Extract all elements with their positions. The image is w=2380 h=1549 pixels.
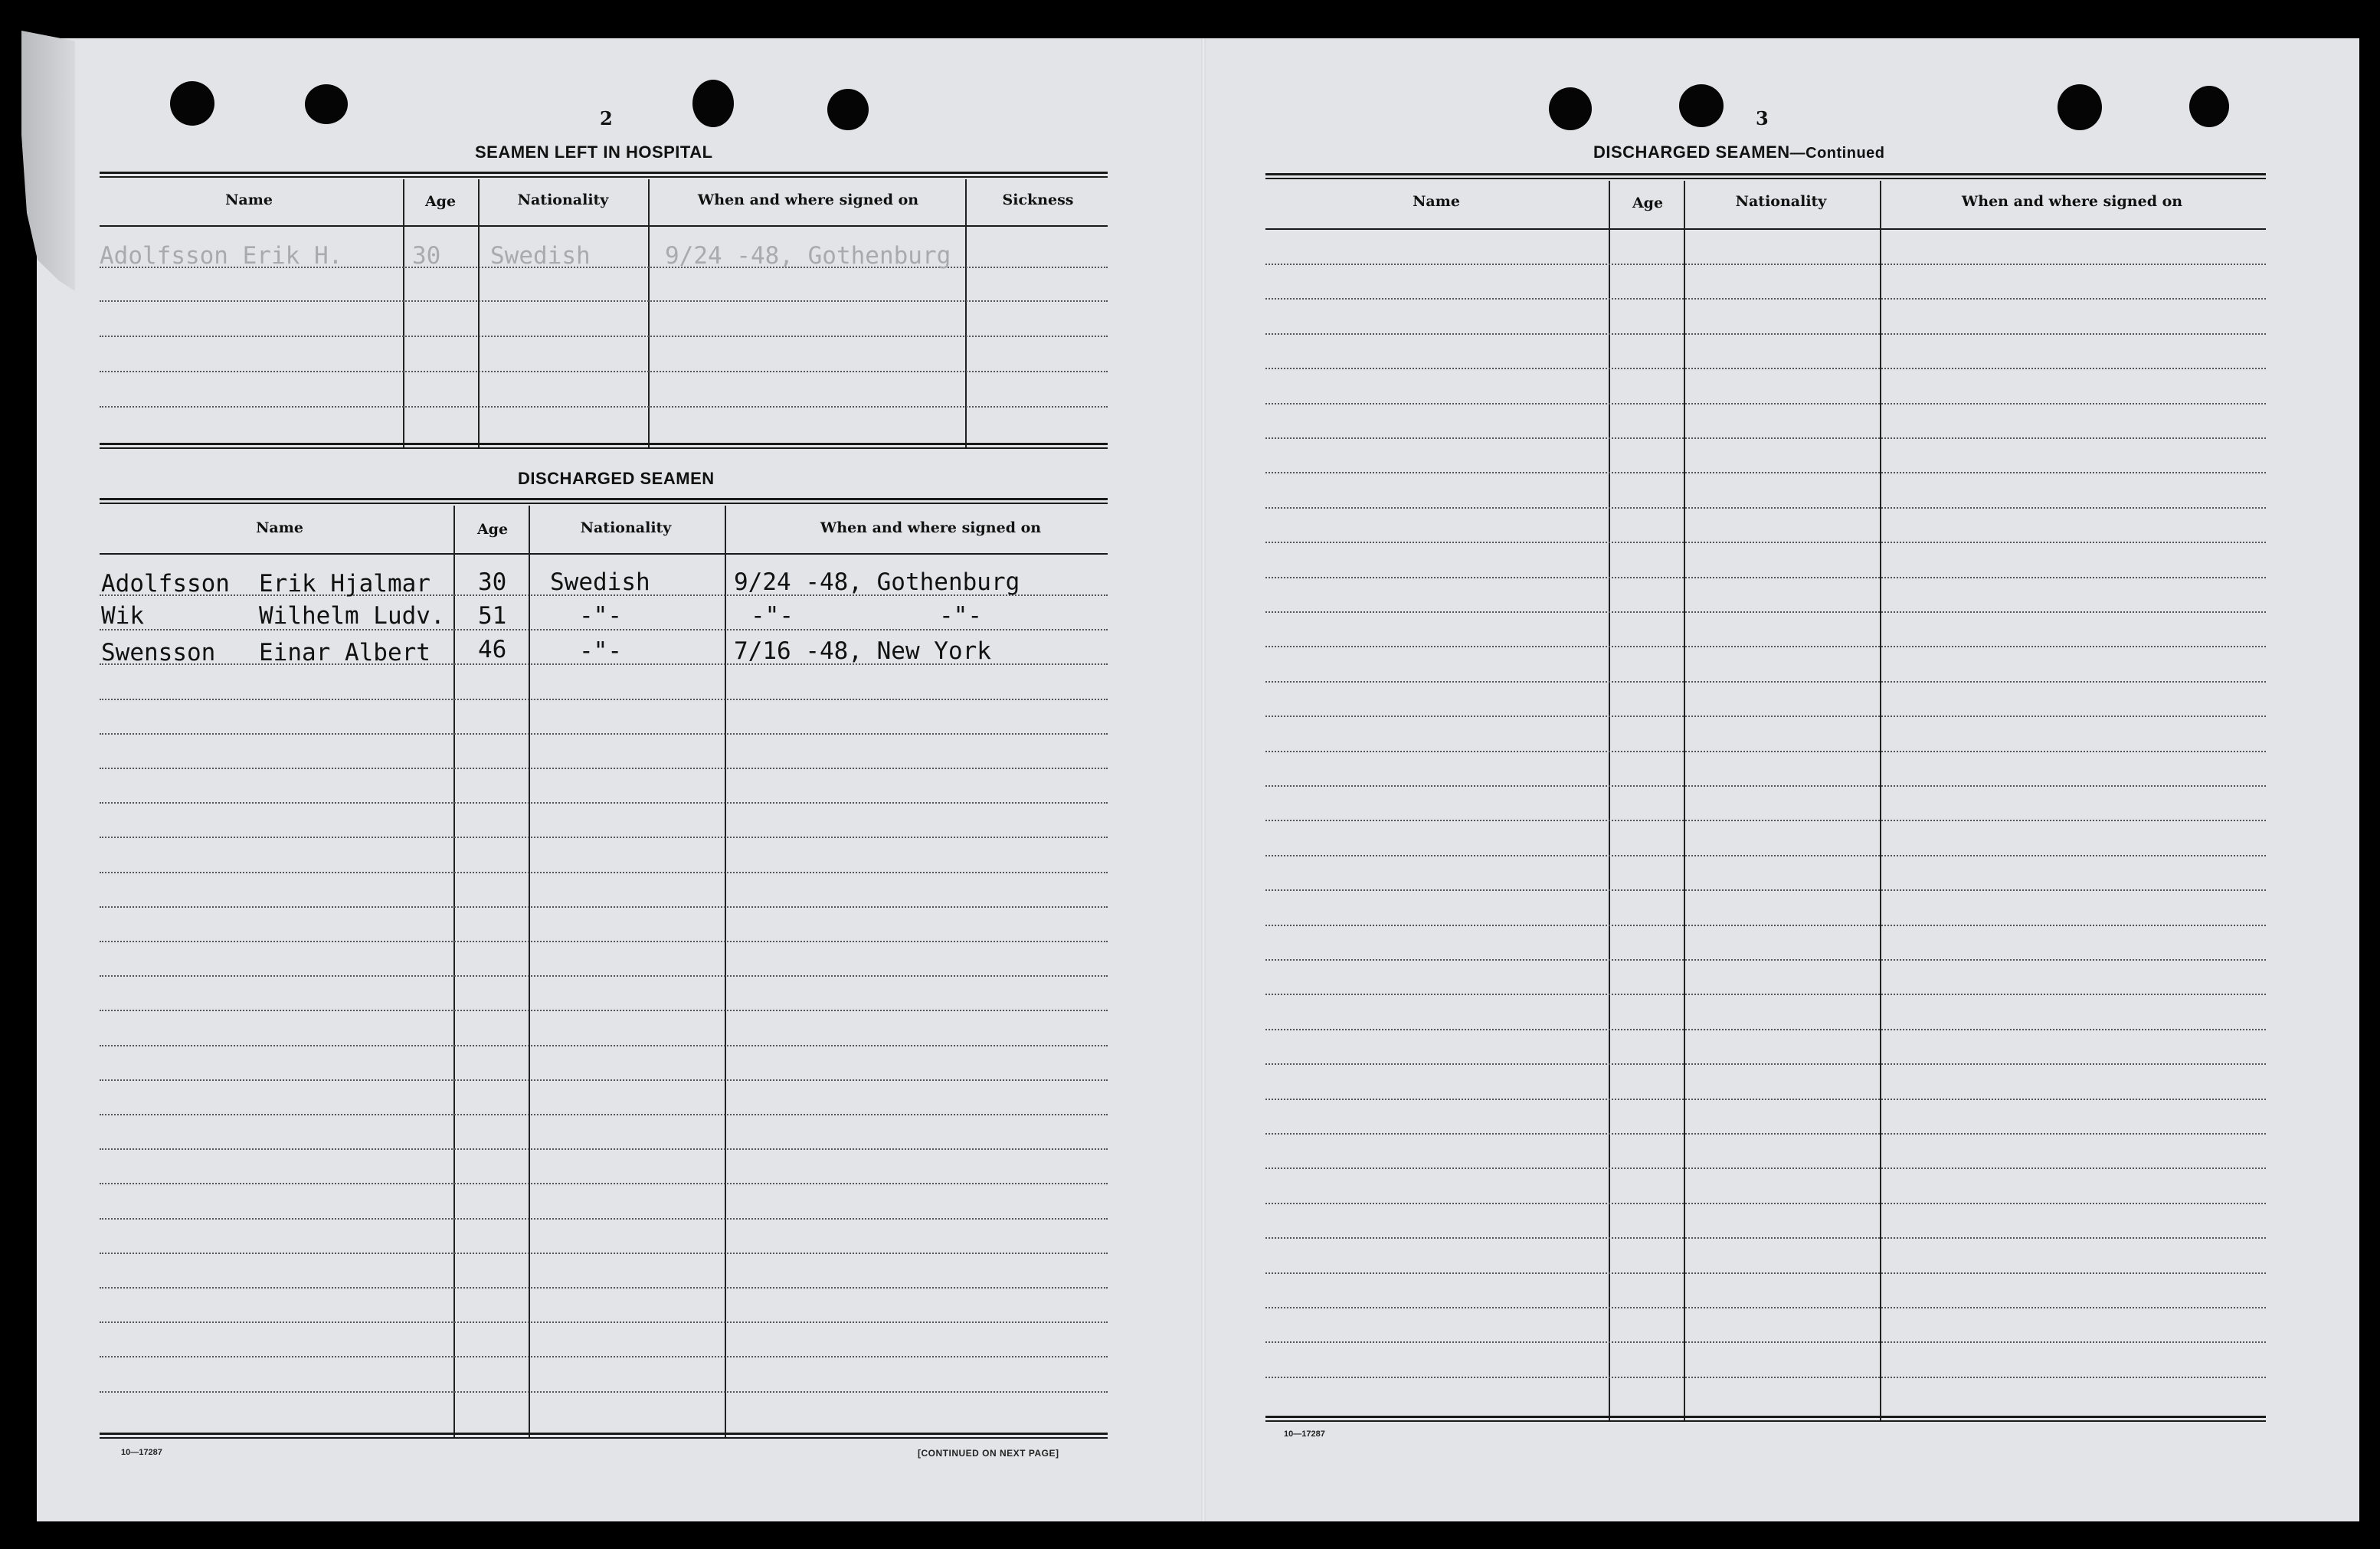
discharged-header-signed-on: When and where signed on [820,519,1042,536]
ruled-row-line [1265,820,2266,821]
document-paper [37,38,2359,1521]
ruled-row-line [1265,1133,2266,1135]
ruled-row-line [100,1287,1108,1289]
ruled-row-line [1265,507,2266,509]
ruled-row-line [100,872,1108,873]
ruled-row-line [100,699,1108,700]
discharged-bottom-rule [100,1433,1108,1439]
ruled-row-line [1265,264,2266,265]
right-header-signed-on: When and where signed on [1961,193,2183,210]
discharged-section-title: DISCHARGED SEAMEN [518,469,715,488]
ruled-row-line [100,1010,1108,1011]
ruled-row-line [1265,646,2266,647]
punch-hole [692,80,734,127]
ruled-row-line [1265,681,2266,683]
torn-corner [21,31,75,291]
punch-hole [827,89,869,130]
hospital-bottom-rule [100,443,1108,449]
discharged-row-1-signed-on: 9/24 -48, Gothenburg [734,568,1020,596]
ruled-row-line [1265,298,2266,300]
hospital-entry-age: 30 [412,242,441,270]
ruled-row-line [1265,1341,2266,1343]
ruled-row-line [1265,333,2266,335]
ruled-row-line [100,941,1108,942]
ruled-row-line [100,1391,1108,1393]
discharged-row-3-surname: Swensson [101,639,216,666]
ruled-row-line [100,1148,1108,1150]
ruled-row-line [1265,1167,2266,1169]
hospital-row-line [100,371,1108,372]
hospital-entry-nationality: Swedish [490,242,591,270]
ruled-row-line [100,1218,1108,1220]
right-col-divider [1880,181,1881,1422]
continued-note: [CONTINUED ON NEXT PAGE] [918,1448,1059,1459]
discharged-header-name: Name [256,519,303,536]
discharged-col-divider [725,506,726,1439]
discharged-col-divider [453,506,455,1439]
ruled-row-line [1265,959,2266,961]
right-col-divider [1684,181,1685,1422]
discharged-header-rule [100,553,1108,555]
discharged-header-nationality: Nationality [580,519,672,536]
discharged-row-2-signed-date: -"- [751,602,794,630]
ruled-row-line [1265,542,2266,543]
ruled-row-line [1265,716,2266,717]
right-section-title [1593,142,1885,162]
ruled-row-line [1265,1203,2266,1204]
ruled-row-line [1265,1237,2266,1239]
right-header-name: Name [1413,193,1460,210]
ruled-row-line [100,1356,1108,1357]
discharged-row-1-age: 30 [478,568,507,596]
ruled-row-line [1265,1377,2266,1378]
ruled-row-line [100,1079,1108,1081]
ruled-row-line [100,1045,1108,1046]
ruled-row-line [100,1183,1108,1184]
hospital-header-age: Age [424,193,457,210]
right-section-title-suffix: —Continued [1789,145,1885,162]
ruled-row-line [1265,472,2266,473]
ruled-row-line [1265,1029,2266,1030]
discharged-row-2-age: 51 [478,602,507,630]
form-number-right: 10—17287 [1284,1429,1325,1439]
discharged-row-2-surname: Wik [101,602,144,630]
ruled-row-line [1265,577,2266,578]
discharged-header-age: Age [476,521,509,538]
ruled-row-line [1265,403,2266,404]
ruled-row-line [1265,1063,2266,1065]
ruled-row-line [100,733,1108,735]
ruled-row-line [100,906,1108,908]
hospital-entry-signed-on: 9/24 -48, Gothenburg [665,242,951,270]
discharged-row-1-nationality: Swedish [550,568,650,596]
punch-hole [2058,84,2102,130]
hospital-header-rule [100,225,1108,227]
ruled-row-line [100,837,1108,838]
ruled-row-line [100,975,1108,977]
discharged-row-2-signed-place: -"- [939,602,982,630]
ruled-row-line [100,768,1108,769]
ruled-row-line [1265,1272,2266,1274]
punch-hole [170,81,214,126]
ruled-row-line [100,1253,1108,1254]
page-number-left: 2 [600,107,613,129]
ruled-row-line [1265,855,2266,856]
right-header-nationality: Nationality [1735,193,1827,210]
discharged-row-2-given: Wilhelm Ludv. [259,602,445,630]
page-number-right: 3 [1756,107,1769,129]
ruled-row-line [1265,611,2266,613]
hospital-row-line [100,406,1108,408]
ruled-row-line [100,1321,1108,1323]
right-section-title-main: DISCHARGED SEAMEN [1593,142,1790,162]
right-header-rule [1265,228,2266,230]
ruled-row-line [100,802,1108,804]
right-col-divider [1609,181,1610,1422]
ruled-row-line [1265,785,2266,787]
ruled-row-line [1265,437,2266,439]
discharged-row-2-nationality: -"- [579,602,622,630]
hospital-top-rule [100,172,1108,178]
hospital-section-title: SEAMEN LEFT IN HOSPITAL [475,142,713,162]
ruled-row-line [1265,368,2266,369]
right-top-rule [1265,173,2266,179]
discharged-row-3-nationality: -"- [579,637,622,665]
hospital-header-signed-on: When and where signed on [697,192,919,208]
hospital-header-nationality: Nationality [517,192,609,208]
ruled-row-line [1265,751,2266,752]
ruled-row-line [100,1114,1108,1115]
punch-hole [305,84,348,124]
right-bottom-rule [1265,1416,2266,1422]
hospital-row-line [100,336,1108,337]
discharged-row-3-signed-on: 7/16 -48, New York [734,637,991,665]
ruled-row-line [1265,994,2266,995]
punch-hole [2189,86,2229,127]
discharged-top-rule [100,498,1108,504]
discharged-row-3-given: Einar Albert [259,639,430,666]
hospital-entry-name: Adolfsson Erik H. [100,242,343,270]
ruled-row-line [1265,1099,2266,1100]
punch-hole [1549,87,1592,130]
ruled-row-line [1265,889,2266,891]
discharged-row-3-age: 46 [478,636,507,663]
hospital-row-line [100,300,1108,302]
discharged-row-1-given: Erik Hjalmar [259,570,430,598]
punch-hole [1679,84,1724,127]
hospital-header-sickness: Sickness [1002,192,1074,208]
ruled-row-line [1265,925,2266,926]
form-number-left: 10—17287 [121,1448,162,1457]
ruled-row-line [1265,1307,2266,1308]
discharged-col-divider [529,506,530,1439]
discharged-row-1-surname: Adolfsson [101,570,230,598]
right-header-age: Age [1632,195,1664,211]
center-fold [1201,38,1206,1521]
hospital-header-name: Name [225,192,273,208]
